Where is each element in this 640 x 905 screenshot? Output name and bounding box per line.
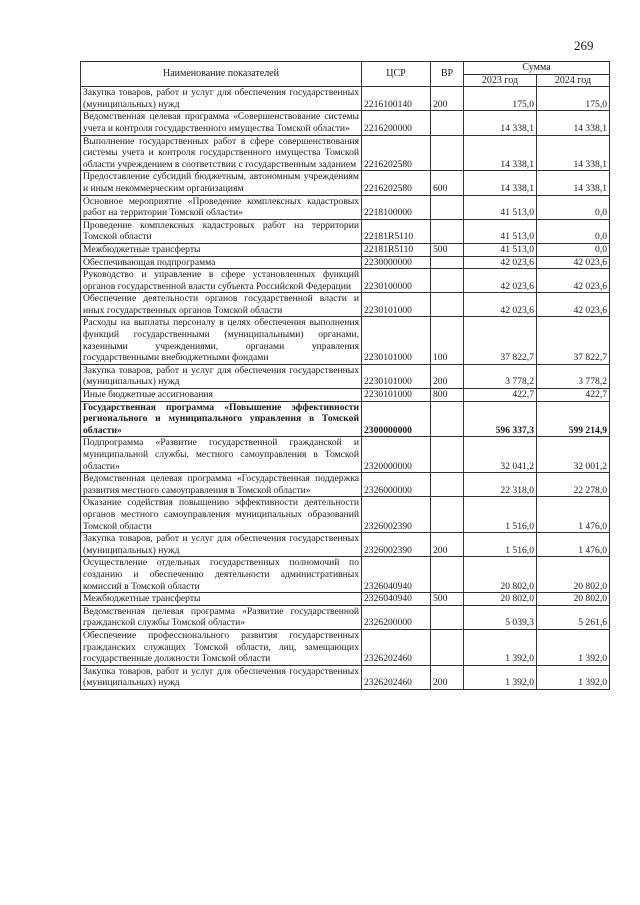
row-sum-2023: 41 513,0: [464, 195, 537, 219]
row-sum-2024: 32 001,2: [537, 437, 610, 473]
row-csr: 2230101000: [362, 389, 431, 402]
row-sum-2023: 175,0: [464, 87, 537, 111]
row-csr: 2326000000: [362, 473, 431, 497]
row-sum-2023: 22 318,0: [464, 473, 537, 497]
row-sum-2023: 1 516,0: [464, 497, 537, 533]
row-sum-2024: 14 338,1: [537, 171, 610, 195]
row-name: Закупка товаров, работ и услуг для обеспечения государственных (муниципальных) нужд: [81, 87, 362, 111]
row-csr: 2230000000: [362, 256, 431, 269]
table-row: [81, 473, 610, 497]
row-name: Расходы на выплаты персоналу в целях обеспечения выполнения функций государственными (муниципальными) органами, казенными учреждениями, органами управления государственными внебюджетными фондами: [81, 317, 362, 364]
row-name: Оказание содействия повышению эффективности деятельности органов местного самоуправления муниципальных образований Томской области: [81, 497, 362, 533]
row-vr: [431, 256, 464, 269]
row-csr: 2216202580: [362, 171, 431, 195]
row-vr: [431, 557, 464, 593]
row-csr: 2300000000: [362, 401, 431, 437]
row-sum-2024: 14 338,1: [537, 111, 610, 135]
row-vr: 500: [431, 593, 464, 606]
table-row: [81, 557, 610, 593]
row-sum-2023: 20 802,0: [464, 593, 537, 606]
row-sum-2024: 42 023,6: [537, 256, 610, 269]
row-sum-2024: 42 023,6: [537, 269, 610, 293]
row-sum-2023: 37 822,7: [464, 317, 537, 364]
row-sum-2024: 1 392,0: [537, 665, 610, 689]
header-name: Наименование показателей: [81, 62, 362, 87]
row-vr: [431, 293, 464, 317]
header-year-2023: 2023 год: [464, 74, 537, 87]
row-sum-2024: 175,0: [537, 87, 610, 111]
row-sum-2024: 37 822,7: [537, 317, 610, 364]
row-name: Ведомственная целевая программа «Государственная поддержка развития местного самоуправления в Томской области»: [81, 473, 362, 497]
row-sum-2024: 5 261,6: [537, 605, 610, 629]
row-sum-2023: 20 802,0: [464, 557, 537, 593]
row-vr: [431, 219, 464, 243]
row-vr: [431, 401, 464, 437]
header-vr: ВР: [431, 62, 464, 87]
row-sum-2023: 5 039,3: [464, 605, 537, 629]
row-name: Закупка товаров, работ и услуг для обеспечения государственных (муниципальных) нужд: [81, 533, 362, 557]
row-sum-2024: 422,7: [537, 389, 610, 402]
row-sum-2023: 3 778,2: [464, 364, 537, 388]
row-csr: 2326200000: [362, 605, 431, 629]
row-sum-2023: 1 516,0: [464, 533, 537, 557]
table-row: [81, 533, 610, 557]
row-name: Межбюджетные трансферты: [81, 243, 362, 256]
row-name: Закупка товаров, работ и услуг для обеспечения государственных (муниципальных) нужд: [81, 665, 362, 689]
table-row: [81, 293, 610, 317]
row-sum-2024: 1 476,0: [537, 497, 610, 533]
row-sum-2023: 1 392,0: [464, 665, 537, 689]
row-name: Подпрограмма «Развитие государственной гражданской и муниципальной службы, местного самоуправления в Томской области»: [81, 437, 362, 473]
table-row: [81, 401, 610, 437]
row-sum-2023: 32 041,2: [464, 437, 537, 473]
table-row: [81, 665, 610, 689]
row-csr: 2326202460: [362, 629, 431, 665]
table-row: [81, 243, 610, 256]
table-row: [81, 111, 610, 135]
row-csr: 22181R5110: [362, 243, 431, 256]
row-vr: 100: [431, 317, 464, 364]
row-sum-2024: 14 338,1: [537, 135, 610, 171]
row-name: Закупка товаров, работ и услуг для обеспечения государственных (муниципальных) нужд: [81, 364, 362, 388]
table-row: [81, 629, 610, 665]
row-csr: 2216202580: [362, 135, 431, 171]
row-vr: [431, 437, 464, 473]
row-name: Ведомственная целевая программа «Развитие государственной гражданской службы Томской области»: [81, 605, 362, 629]
row-name: Обеспечивающая подпрограмма: [81, 256, 362, 269]
row-sum-2023: 42 023,6: [464, 293, 537, 317]
row-sum-2024: 1 392,0: [537, 629, 610, 665]
row-name: Проведение комплексных кадастровых работ на территории Томской области: [81, 219, 362, 243]
row-csr: 2326040940: [362, 593, 431, 606]
row-name: Руководство и управление в сфере установленных функций органов государственной власти субъекта Российской Федерации: [81, 269, 362, 293]
table-row: [81, 195, 610, 219]
row-vr: 200: [431, 665, 464, 689]
budget-table: [80, 61, 610, 690]
row-sum-2023: 41 513,0: [464, 243, 537, 256]
table-row: [81, 497, 610, 533]
row-sum-2024: 20 802,0: [537, 557, 610, 593]
row-name: Выполнение государственных работ в сфере совершенствования системы учета и контроля государственного имущества Томской области учреждением в соответствии с государственным заданием: [81, 135, 362, 171]
row-vr: [431, 605, 464, 629]
row-csr: 2326002390: [362, 533, 431, 557]
row-csr: 2230101000: [362, 293, 431, 317]
table-row: [81, 171, 610, 195]
row-sum-2024: 0,0: [537, 219, 610, 243]
table-row: [81, 87, 610, 111]
row-vr: 200: [431, 87, 464, 111]
row-sum-2024: 1 476,0: [537, 533, 610, 557]
row-csr: 2326002390: [362, 497, 431, 533]
row-sum-2024: 0,0: [537, 195, 610, 219]
row-sum-2024: 22 278,0: [537, 473, 610, 497]
row-csr: 2320000000: [362, 437, 431, 473]
row-sum-2024: 0,0: [537, 243, 610, 256]
row-csr: 2326202460: [362, 665, 431, 689]
page-number: 269: [574, 38, 594, 53]
row-sum-2024: 599 214,9: [537, 401, 610, 437]
row-csr: 2230100000: [362, 269, 431, 293]
row-csr: 2216100140: [362, 87, 431, 111]
table-row: [81, 389, 610, 402]
row-name: Ведомственная целевая программа «Совершенствование системы учета и контроля государственного имущества Томской области»: [81, 111, 362, 135]
row-csr: 2216200000: [362, 111, 431, 135]
row-csr: 2326040940: [362, 557, 431, 593]
row-sum-2024: 20 802,0: [537, 593, 610, 606]
row-vr: 200: [431, 533, 464, 557]
row-name: Осуществление отдельных государственных полномочий по созданию и обеспечению деятельности административных комиссий в Томской области: [81, 557, 362, 593]
table-row: [81, 219, 610, 243]
row-name: Обеспечение профессионального развития государственных гражданских служащих Томской области, лиц, замещающих государственные должности Томской области: [81, 629, 362, 665]
row-csr: 2230101000: [362, 364, 431, 388]
header-csr: ЦСР: [362, 62, 431, 87]
row-sum-2023: 14 338,1: [464, 171, 537, 195]
row-vr: [431, 135, 464, 171]
row-vr: [431, 497, 464, 533]
row-vr: [431, 269, 464, 293]
row-sum-2023: 422,7: [464, 389, 537, 402]
row-vr: 500: [431, 243, 464, 256]
row-vr: 200: [431, 364, 464, 388]
row-csr: 22181R5110: [362, 219, 431, 243]
table-row: [81, 256, 610, 269]
table-row: [81, 364, 610, 388]
table-row: [81, 269, 610, 293]
row-sum-2023: 42 023,6: [464, 256, 537, 269]
table-row: [81, 437, 610, 473]
table-row: [81, 605, 610, 629]
row-csr: 2218100000: [362, 195, 431, 219]
table-row: [81, 593, 610, 606]
row-sum-2024: 42 023,6: [537, 293, 610, 317]
row-sum-2024: 3 778,2: [537, 364, 610, 388]
row-sum-2023: 1 392,0: [464, 629, 537, 665]
row-sum-2023: 42 023,6: [464, 269, 537, 293]
header-sum: Сумма: [464, 62, 610, 75]
row-vr: [431, 473, 464, 497]
table-body: [81, 87, 610, 690]
row-vr: [431, 629, 464, 665]
row-name: Предоставление субсидий бюджетным, автономным учреждениям и иным некоммерческим организациям: [81, 171, 362, 195]
row-sum-2023: 14 338,1: [464, 111, 537, 135]
row-sum-2023: 41 513,0: [464, 219, 537, 243]
row-sum-2023: 14 338,1: [464, 135, 537, 171]
row-sum-2023: 596 337,3: [464, 401, 537, 437]
row-vr: 600: [431, 171, 464, 195]
row-name: Основное мероприятие «Проведение комплексных кадастровых работ на территории Томской области»: [81, 195, 362, 219]
table-row: [81, 135, 610, 171]
header-year-2024: 2024 год: [537, 74, 610, 87]
row-name: Иные бюджетные ассигнования: [81, 389, 362, 402]
row-name: Обеспечение деятельности органов государственной власти и иных государственных органов Томской области: [81, 293, 362, 317]
row-name: Межбюджетные трансферты: [81, 593, 362, 606]
row-name: Государственная программа «Повышение эффективности регионального и муниципального управления в Томской области»: [81, 401, 362, 437]
table-header: [81, 62, 610, 87]
row-vr: [431, 111, 464, 135]
table-row: [81, 317, 610, 364]
row-csr: 2230101000: [362, 317, 431, 364]
row-vr: 800: [431, 389, 464, 402]
row-vr: [431, 195, 464, 219]
